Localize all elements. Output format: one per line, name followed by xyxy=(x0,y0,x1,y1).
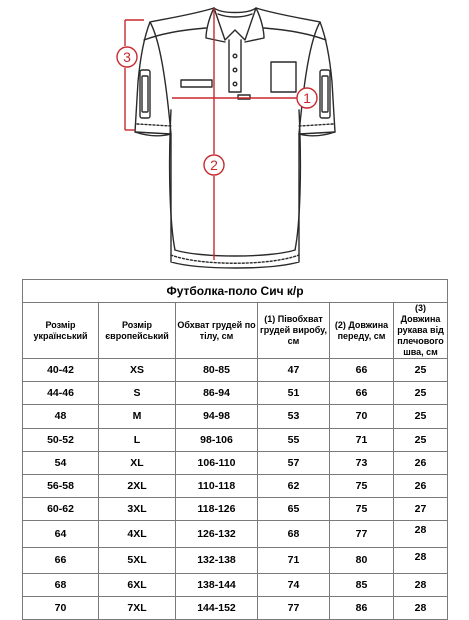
cell-eu-size: 2XL xyxy=(99,474,176,497)
cell-front-length: 75 xyxy=(330,474,394,497)
cell-sleeve-length: 27 xyxy=(394,498,448,521)
cell-ua-size: 50-52 xyxy=(23,428,99,451)
cell-half-chest: 62 xyxy=(258,474,330,497)
cell-body-chest: 94-98 xyxy=(176,405,258,428)
table-row xyxy=(23,498,448,521)
marker-number-2: 2 xyxy=(210,157,218,173)
cell-sleeve-length: 26 xyxy=(394,451,448,474)
cell-front-length: 66 xyxy=(330,382,394,405)
cell-ua-size: 48 xyxy=(23,405,99,428)
table-row xyxy=(23,573,448,596)
cell-half-chest: 68 xyxy=(258,521,330,547)
table-row xyxy=(23,428,448,451)
cell-eu-size: M xyxy=(99,405,176,428)
cell-sleeve-length: 28 xyxy=(394,547,448,573)
size-table xyxy=(22,279,448,620)
table-row xyxy=(23,405,448,428)
cell-half-chest: 77 xyxy=(258,596,330,619)
cell-body-chest: 106-110 xyxy=(176,451,258,474)
cell-body-chest: 132-138 xyxy=(176,547,258,573)
cell-body-chest: 118-126 xyxy=(176,498,258,521)
cell-front-length: 71 xyxy=(330,428,394,451)
cell-sleeve-length: 28 xyxy=(394,596,448,619)
cell-half-chest: 55 xyxy=(258,428,330,451)
table-row xyxy=(23,474,448,497)
cell-body-chest: 80-85 xyxy=(176,359,258,382)
cell-sleeve-length: 28 xyxy=(394,573,448,596)
cell-front-length: 77 xyxy=(330,521,394,547)
cell-front-length: 80 xyxy=(330,547,394,573)
cell-eu-size: S xyxy=(99,382,176,405)
cell-half-chest: 47 xyxy=(258,359,330,382)
cell-sleeve-length: 28 xyxy=(394,521,448,547)
cell-eu-size: 6XL xyxy=(99,573,176,596)
cell-body-chest: 144-152 xyxy=(176,596,258,619)
header-body-chest: Обхват грудей по тілу, см xyxy=(176,303,258,359)
cell-ua-size: 70 xyxy=(23,596,99,619)
cell-half-chest: 65 xyxy=(258,498,330,521)
cell-sleeve-length: 26 xyxy=(394,474,448,497)
polo-shirt-diagram xyxy=(0,0,469,278)
cell-eu-size: 7XL xyxy=(99,596,176,619)
cell-body-chest: 98-106 xyxy=(176,428,258,451)
cell-sleeve-length: 25 xyxy=(394,359,448,382)
cell-ua-size: 64 xyxy=(23,521,99,547)
cell-body-chest: 110-118 xyxy=(176,474,258,497)
marker-number-3: 3 xyxy=(123,49,131,65)
size-table-container xyxy=(22,279,447,620)
cell-eu-size: XS xyxy=(99,359,176,382)
cell-eu-size: 5XL xyxy=(99,547,176,573)
table-row xyxy=(23,359,448,382)
table-row xyxy=(23,547,448,573)
cell-ua-size: 40-42 xyxy=(23,359,99,382)
cell-half-chest: 74 xyxy=(258,573,330,596)
table-row xyxy=(23,451,448,474)
cell-eu-size: L xyxy=(99,428,176,451)
cell-half-chest: 53 xyxy=(258,405,330,428)
cell-ua-size: 56-58 xyxy=(23,474,99,497)
cell-front-length: 70 xyxy=(330,405,394,428)
polo-shirt-outline xyxy=(135,8,335,268)
cell-ua-size: 54 xyxy=(23,451,99,474)
cell-half-chest: 57 xyxy=(258,451,330,474)
marker-number-1: 1 xyxy=(303,90,311,106)
table-row xyxy=(23,521,448,547)
table-body xyxy=(23,359,448,620)
marker-length xyxy=(204,8,224,260)
cell-ua-size: 60-62 xyxy=(23,498,99,521)
cell-ua-size: 44-46 xyxy=(23,382,99,405)
table-header-row xyxy=(23,303,448,359)
cell-sleeve-length: 25 xyxy=(394,382,448,405)
cell-front-length: 66 xyxy=(330,359,394,382)
cell-body-chest: 126-132 xyxy=(176,521,258,547)
cell-half-chest: 71 xyxy=(258,547,330,573)
cell-eu-size: XL xyxy=(99,451,176,474)
header-front-length: (2) Довжина переду, см xyxy=(330,303,394,359)
cell-eu-size: 3XL xyxy=(99,498,176,521)
header-eu-size: Розмір європейський xyxy=(99,303,176,359)
cell-body-chest: 86-94 xyxy=(176,382,258,405)
cell-half-chest: 51 xyxy=(258,382,330,405)
cell-eu-size: 4XL xyxy=(99,521,176,547)
marker-chest xyxy=(172,88,317,108)
table-row xyxy=(23,382,448,405)
cell-body-chest: 138-144 xyxy=(176,573,258,596)
cell-front-length: 86 xyxy=(330,596,394,619)
cell-front-length: 75 xyxy=(330,498,394,521)
cell-sleeve-length: 25 xyxy=(394,428,448,451)
cell-front-length: 73 xyxy=(330,451,394,474)
cell-ua-size: 66 xyxy=(23,547,99,573)
cell-front-length: 85 xyxy=(330,573,394,596)
cell-sleeve-length: 25 xyxy=(394,405,448,428)
header-sleeve-length: (3) Довжина рукава від плечового шва, см xyxy=(394,303,448,359)
header-half-chest: (1) Півобхват грудей виробу, см xyxy=(258,303,330,359)
table-title: Футболка-поло Сич к/р xyxy=(23,280,448,303)
header-ua-size: Розмір український xyxy=(23,303,99,359)
cell-ua-size: 68 xyxy=(23,573,99,596)
